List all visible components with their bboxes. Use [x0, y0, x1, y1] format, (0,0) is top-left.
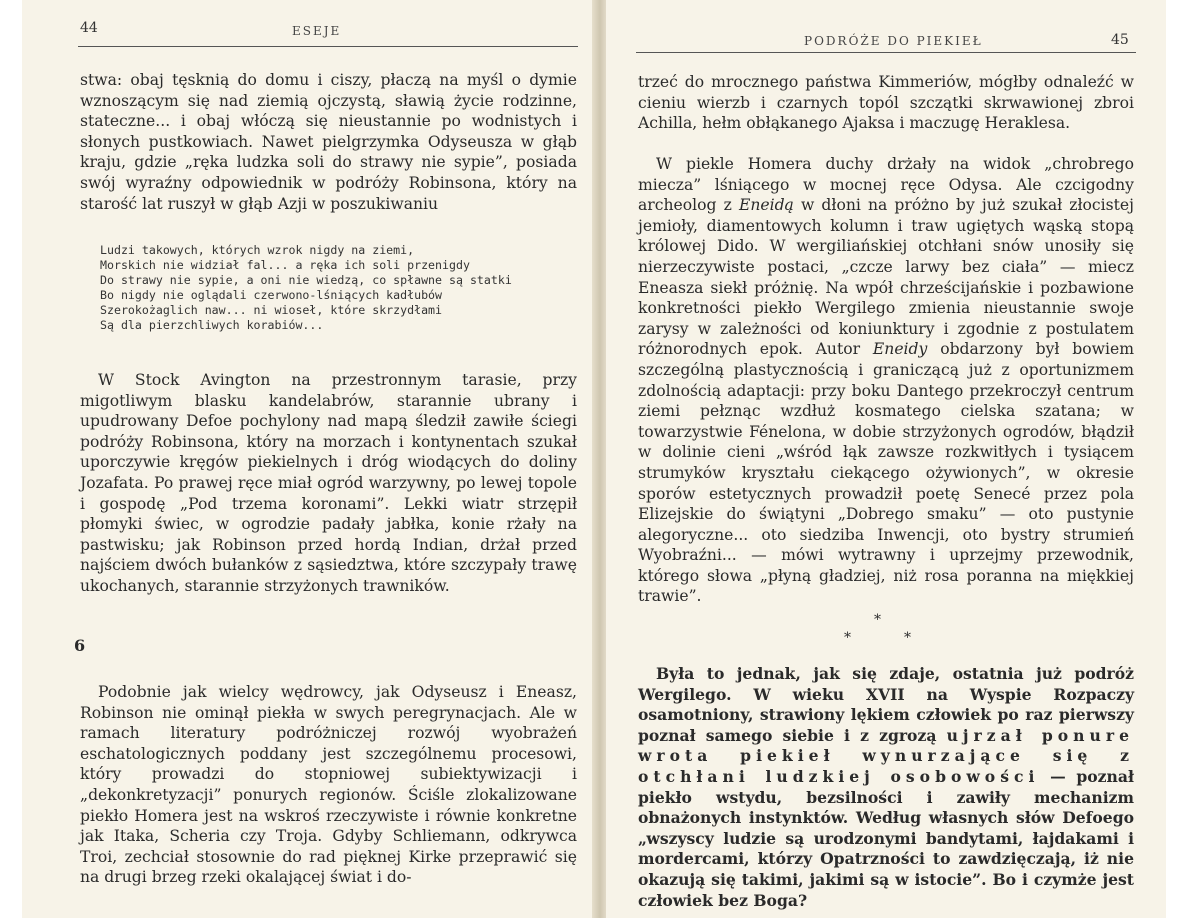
- verse-line: Morskich nie widział fal... a ręka ich soli przenigdy: [100, 258, 470, 272]
- verse-line: Do strawy nie sypie, a oni nie wiedzą, co spławne są statki: [100, 273, 512, 287]
- left-page: [22, 0, 594, 918]
- section-divider: *: [844, 630, 851, 646]
- paragraph: stwa: obaj tęsknią do domu i ciszy, płaczą na myśl o dymie wznoszącym się nad ziemią ojczystą, sławią życie rodzinne, stateczne... i obaj włóczą się nieustannie po wodnistych i słonych pustkowiach. Nawet pielgrzymka Odyseusza w głąb kraju, gdzie „ręka ludzka soli do strawy nie sypie”, posiada swój wyraźny odpowiednik w podróży Robinsona, który na starość lat ruszył w głąb Azji w poszukiwaniu: [80, 71, 577, 213]
- paragraph: Była to jednak, jak się zdaje, ostatnia już podróż Wergilego. W wieku XVII na Wyspie Rozpaczy osamotniony, strawiony lękiem człowiek po raz pierwszy poznał samego siebie i z zgrozą ujrzał ponure wrota piekieł wynurzające się z otchłani ludzkiej osobowości — poznał piekło wstydu, bezsilności i zawiły mechanizm obnażonych instynktów. Według własnych słów Defoego „wszyscy ludzie są urodzonymi bandytami, łajdakami i mordercami, którzy Opatrzności to zawdzięczają, iż nie okazują się takimi, jakimi są w istocie”. Bo i czymże jest człowiek bez Boga?: [638, 664, 1134, 910]
- paragraph: trzeć do mrocznego państwa Kimmeriów, mógłby odnaleźć w cieniu wierzb i czarnych topól szczątki skrwawionej zbroi Achilla, hełm obłąkanego Ajaksa i maczugę Heraklesa.: [638, 73, 1134, 133]
- verse-line: Ludzi takowych, których wzrok nigdy na ziemi,: [100, 243, 415, 257]
- paragraph: Podobnie jak wielcy wędrowcy, jak Odyseusz i Eneasz, Robinson nie ominął piekła w swych peregrynacjach. Ale w ramach literatury podróżniczej rozwój wyobrażeń eschatologicznych poddany jest szczególnemu procesowi, który prowadzi do stopniowej subiektywizacji i „dekonkretyzacji” ponurych regionów. Ściśle zlokalizowane piekło Homera jest na wskroś rzeczywiste i równie konkretne jak Itaka, Scheria czy Troja. Gdyby Schliemann, odkrywca Troi, zechciał stosownie do rad pięknej Kirke przeprawić się na drugi brzeg rzeki okalającej świat i do-: [80, 683, 577, 887]
- section-divider: *: [904, 630, 911, 646]
- section-number: 6: [74, 636, 86, 655]
- paragraph: W piekle Homera duchy drżały na widok „chrobrego miecza” lśniącego w mocnej ręce Odysa. Ale czcigodny archeolog z Eneidą w dłoni na próżno by już szukał złocistej jemioły, diamentowych kolumn i traw ugiętych wąską stopą królowej Dido. W wergiliańskiej otchłani snów unosiły się nierzeczywiste postaci, „czcze larwy bez ciała” — miecz Eneasza siekł próżnię. Na wpół chrześcijańskie i pozbawione konkretności piekło Wergilego zmienia nieustannie swoje zarysy w zależności od koniunktury i zgodnie z postulatem różnorodnych epok. Autor Eneidy obdarzony był bowiem szczególną plastycznością i graniczącą już z oportunizmem zdolnością adaptacji: przy boku Dantego przekroczył centrum ziemi pełznąc wzdłuż kosmatego cielska szatana; w towarzystwie Fénelona, w dobie strzyżonych ogrodów, błądził w dolinie cieni „wśród łąk zawsze rozkwitłych i tysiącem strumyków kryształu ciekącego ożywionych”, w okresie sporów estetycznych prowadził poetę Senecé przez pola Elizejskie do świątyni „Dobrego smaku” — oto pustynie alegoryczne... oto siedziba Inwencji, oto bystry strumień Wyobraźni... — mówi wytrawny i uprzejmy przewodnik, którego słowa „płyną gładziej, niż rosa poranna na miękkiej trawie”.: [638, 155, 1135, 606]
- spaced-emphasis: ujrzał ponure wrota piekieł wynurzające się z otchłani ludzkiej osobowości: [638, 725, 1134, 786]
- page-number: 45: [1111, 32, 1129, 48]
- italic-title: Eneidy: [872, 340, 928, 359]
- verse-quote: [100, 243, 570, 333]
- page-number: 44: [80, 20, 98, 36]
- verse-line: Szerokożaglich naw... ni wioseł, które skrzydłami: [100, 303, 443, 317]
- section-divider: *: [874, 612, 881, 628]
- verse-line: Bo nigdy nie oglądali czerwono-lśniących kadłubów: [100, 288, 443, 302]
- header-rule: [636, 52, 1136, 53]
- paragraph: W Stock Avington na przestronnym tarasie, przy migotliwym blasku kandelabrów, starannie ubrany i upudrowany Defoe pochylony nad mapą śledził zawiłe ściegi podróży Robinsona, który na morzach i kontynentach szukał uporczywie kręgów piekielnych i dróg wiodących do doliny Jozafata. Po prawej ręce miał ogród warzywny, po lewej topole i gospodę „Pod trzema koronami”. Lekki wiatr strzępił płomyki świec, w ogrodzie padały jabłka, konie rżały na pastwisku; jak Robinson przed hordą Indian, drżał przed najściem dwóch bułanków z sąsiedztwa, które szczypały trawę ukochanych, starannie strzyżonych trawników.: [80, 371, 577, 595]
- right-page: [606, 0, 1166, 918]
- running-head: PODRÓŻE DO PIEKIEŁ: [804, 34, 983, 48]
- italic-title: Eneidą: [738, 196, 794, 215]
- verse-line: Są dla pierzchliwych korabiów...: [100, 318, 324, 332]
- header-rule: [78, 46, 578, 47]
- running-head: ESEJE: [292, 24, 342, 38]
